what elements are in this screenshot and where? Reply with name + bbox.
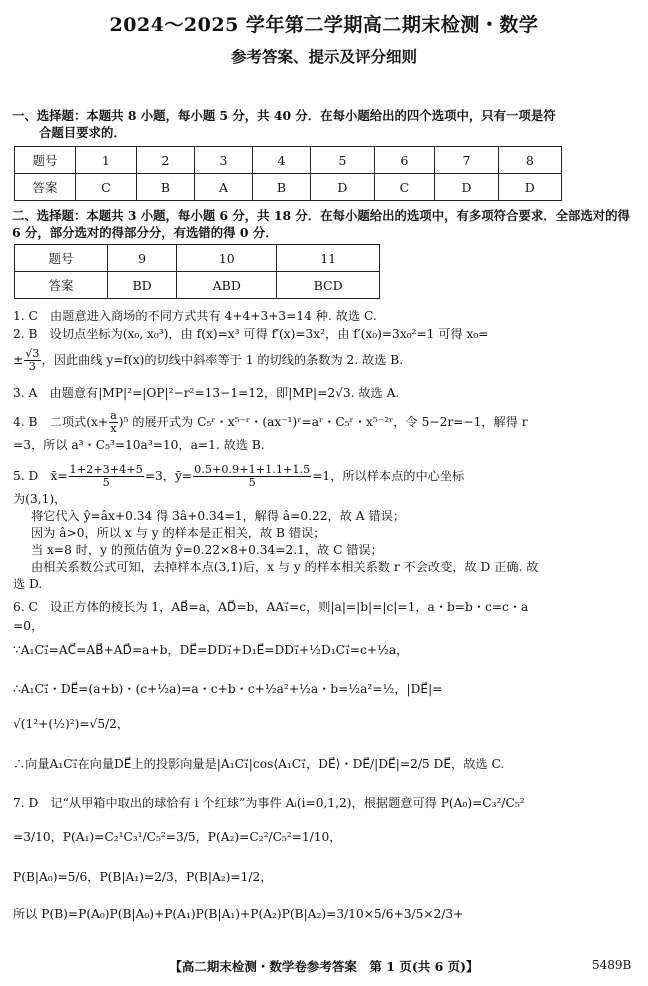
section-1-heading: 一、选择题：本题共 8 小题，每小题 5 分，共 40 分．在每小题给出的四个选项中，只有一项是符 合题目要求的．: [12, 108, 556, 140]
solution-6-line-3: ∵A₁C₁⃗=AC⃗=AB⃗+AD⃗=a+b，DE⃗=DD₁⃗+D₁E⃗=DD₁⃗+½D₁C₁⃗=c+½a，: [13, 643, 409, 657]
table-cell: 2: [136, 147, 194, 174]
solution-3: 3. A 由题意有|MP|²=|OP|²−r²=13−1=12，即|MP|=2√3. 故选 A.: [13, 386, 400, 400]
table-cell: 6: [374, 147, 435, 174]
table-cell: C: [76, 174, 137, 201]
page-subtitle: 参考答案、提示及评分细则: [230, 47, 417, 66]
table-cell: 9: [108, 245, 177, 272]
table-row: [15, 272, 380, 299]
solution-7-line-2: =3/10，P(A₁)=C₂¹C₃¹/C₅²=3/5，P(A₂)=C₂²/C₅²=1/10，: [13, 830, 342, 844]
table-cell: 8: [498, 147, 561, 174]
document-code: 5489B: [592, 958, 632, 972]
table-cell: 3: [195, 147, 253, 174]
table-cell: D: [498, 174, 561, 201]
table-row: [15, 147, 562, 174]
solution-5-line-5: 当 x=8 时，y 的预估值为 ŷ=0.22×8+0.34=2.1，故 C 错误；: [31, 543, 383, 557]
answer-table-2: [14, 244, 380, 299]
solution-5-line-3: 将它代入 ŷ=âx+0.34 得 3â+0.34=1，解得 â=0.22，故 A 错误；: [31, 509, 406, 523]
solution-7-line-3: P(B|A₀)=5/6，P(B|A₁)=2/3，P(B|A₂)=1/2，: [13, 870, 273, 884]
solution-2-line-1: 2. B 设切点坐标为(x₀, x₀³)，由 f(x)=x³ 可得 f′(x)=3x²，由 f′(x₀)=3x₀²=1 可得 x₀=: [13, 327, 489, 341]
solution-6-line-4: ∴A₁C₁⃗・DE⃗=(a+b)・(c+½a)=a・c+b・c+½a²+½a・b=½a²=½，|DE⃗|=: [13, 682, 443, 696]
fraction: $\frac{√3}{3}$: [25, 347, 40, 373]
solution-4-line-1: 4. B 二项式(x+ $\frac{a}{x}$ )⁵ 的展开式为 C₅ʳ・x⁵⁻ʳ・(ax⁻¹)ʳ=aʳ・C₅ʳ・x⁵⁻²ʳ，令 5−2r=−1，解得 r: [13, 409, 528, 435]
table-cell: 7: [435, 147, 498, 174]
table-cell: C: [374, 174, 435, 201]
solution-2-line-2: ± $\frac{√3}{3}$ ，因此曲线 y=f(x)的切线中斜率等于 1 的切线的条数为 2. 故选 B.: [13, 347, 404, 373]
page-title: 2024～2025 学年第二学期高二期末检测・数学: [109, 14, 539, 36]
solution-7-line-4: 所以 P(B)=P(A₀)P(B|A₀)+P(A₁)P(B|A₁)+P(A₂)P(B|A₂)=3/10×5/6+3/5×2/3+: [13, 907, 464, 921]
fraction: $\frac{1+2+3+4+5}{5}$: [69, 463, 143, 489]
solution-5-line-2: 为(3,1)，: [13, 492, 67, 506]
table-row: [15, 174, 562, 201]
page-footer: 【高二期末检测・数学卷参考答案 第 1 页(共 6 页)】: [169, 959, 479, 974]
solution-1: 1. C 由题意进入商场的不同方式共有 4+4+3+3=14 种. 故选 C.: [13, 309, 377, 323]
answer-table-1: [14, 146, 562, 201]
table-row: [15, 245, 380, 272]
solution-6-line-1: 6. C 设正方体的棱长为 1，AB⃗=a，AD⃗=b，AA₁⃗=c，则|a|=|b|=|c|=1，a・b=b・c=c・a: [13, 600, 529, 614]
solution-5-line-4: 因为 â>0，所以 x 与 y 的样本是正相关，故 B 错误；: [31, 526, 326, 540]
table-cell: B: [252, 174, 310, 201]
solution-5-line-6: 由相关系数公式可知，去掉样本点(3,1)后，x 与 y 的样本相关系数 r 不会改变，故 D 正确. 故: [31, 560, 539, 574]
fraction: $\frac{0.5+0.9+1+1.1+1.5}{5}$: [194, 463, 311, 489]
table-cell: BD: [108, 272, 177, 299]
table-cell: 答案: [15, 174, 76, 201]
table-cell: 10: [177, 245, 277, 272]
solution-5-line-1: 5. D x̄= $\frac{1+2+3+4+5}{5}$ =3，ȳ= $\frac{0.5+0.9+1+1.1+1.5}{5}$ =1，所以样本点的中心坐标: [13, 463, 465, 489]
table-cell: 题号: [15, 147, 76, 174]
solution-5-line-7: 选 D.: [13, 577, 43, 591]
table-cell: ABD: [177, 272, 277, 299]
table-cell: A: [195, 174, 253, 201]
table-cell: D: [311, 174, 374, 201]
solution-6-line-5: √(1²+(½)²)=√5/2，: [13, 717, 130, 731]
section-2-heading: 二、选择题：本题共 3 小题，每小题 6 分，共 18 分．在每小题给出的选项中，有多项符合要求．全部选对的得 6 分，部分选对的得部分分，有选错的得 0 分．: [12, 208, 630, 240]
table-cell: BCD: [277, 272, 380, 299]
solution-6-line-2: =0，: [13, 619, 44, 633]
solution-4-line-2: =3，所以 a³・C₅³=10a³=10，a=1. 故选 B.: [13, 438, 265, 452]
table-cell: 4: [252, 147, 310, 174]
table-cell: 5: [311, 147, 374, 174]
solution-7-line-1: 7. D 记“从甲箱中取出的球恰有 i 个红球”为事件 Aᵢ(i=0,1,2)，根据题意可得 P(A₀)=C₃²/C₅²: [13, 796, 525, 810]
table-cell: 11: [277, 245, 380, 272]
table-cell: 题号: [15, 245, 108, 272]
table-cell: 答案: [15, 272, 108, 299]
fraction: $\frac{a}{x}$: [110, 409, 117, 435]
table-cell: B: [136, 174, 194, 201]
table-cell: D: [435, 174, 498, 201]
solution-6-line-6: ∴向量A₁C₁⃗在向量DE⃗上的投影向量是|A₁C₁⃗|cos⟨A₁C₁⃗，DE⃗⟩・DE⃗/|DE⃗|=2/5 DE⃗，故选 C.: [13, 757, 505, 771]
table-cell: 1: [76, 147, 137, 174]
